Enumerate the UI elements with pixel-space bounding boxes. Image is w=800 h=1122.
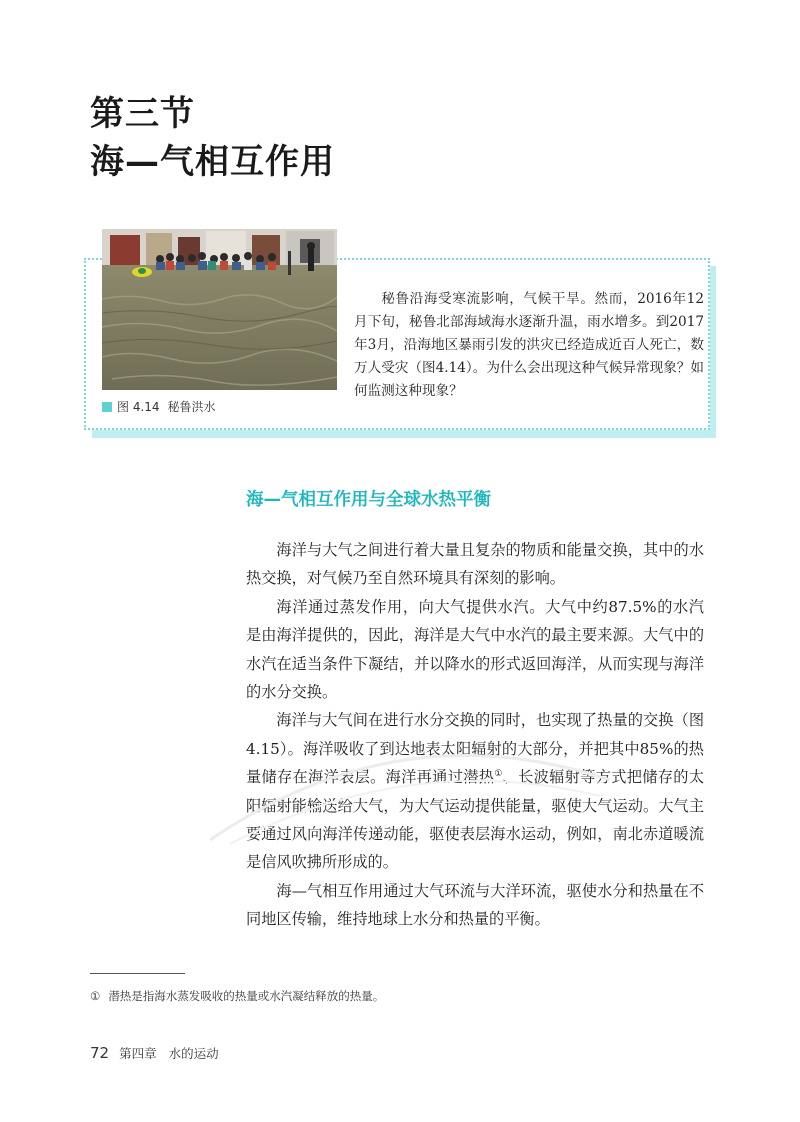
figure-number: 图 4.14 (117, 400, 160, 414)
paragraph-1: 海洋与大气之间进行着大量且复杂的物质和能量交换，其中的水热交换，对气候乃至自然环境具有深刻的影响。 (246, 541, 704, 588)
paragraph-3-part-b: 、长波辐射等方式把储存的太阳辐射能输送给大气，为大气运动提供能量，驱使大气运动。大气主要通过风向海洋传递动能，驱使表层海水运动，例如，南北赤道暖流是信风吹拂所形成的。 (246, 768, 705, 872)
section-number-title: 第三节 (90, 94, 195, 134)
page-footer (90, 1044, 219, 1062)
chapter-title: 水的运动 (168, 1046, 219, 1061)
footnote (90, 988, 384, 1004)
figure-caption (102, 398, 216, 415)
section-title: 海—气相互作用 (90, 142, 335, 182)
intro-paragraph: 秘鲁沿海受寒流影响，气候干旱。然而，2016年12月下旬，秘鲁北部海域海水逐渐升温，雨水增多。到2017年3月，沿海地区暴雨引发的洪灾已经造成近百人死亡，数万人受灾（图4.14）。为什么会出现这种气候异常现象？如何监测这种现象？ (354, 291, 704, 399)
page-number: 72 (90, 1044, 110, 1062)
footnote-divider (90, 973, 185, 974)
footnote-marker: ① (90, 989, 101, 1003)
paragraph-3-part-a: 海洋与大气间在进行水分交换的同时，也实现了热量的交换（图4.15）。海洋吸收了到达地表太阳辐射的大部分，并把其中85%的热量储存在海洋表层。海洋再通过潜热 (246, 711, 704, 787)
peru-flood-photo (102, 229, 337, 390)
footnote-reference[interactable]: ① (494, 769, 503, 780)
watermark (200, 740, 620, 854)
watermark-arc (200, 740, 620, 850)
body-text (246, 536, 704, 934)
figure-caption-text: 秘鲁洪水 (167, 400, 216, 414)
chapter-number: 第四章 (119, 1046, 157, 1061)
paragraph-2: 海洋通过蒸发作用，向大气提供水汽。大气中约87.5%的水汽是由海洋提供的，因此，海洋是大气中水汽的最主要来源。大气中的水汽在适当条件下凝结，并以降水的形式返回海洋，从而实现与海洋的水分交换。 (246, 597, 704, 702)
caption-marker (102, 402, 112, 412)
paragraph-4: 海—气相互作用通过大气环流与大洋环流，驱使水分和热量在不同地区传输，维持地球上水分和热量的平衡。 (246, 881, 704, 929)
section-heading: 海—气相互作用与全球水热平衡 (246, 490, 491, 510)
flood-photo-illustration (102, 229, 337, 390)
footnote-text: 潜热是指海水蒸发吸收的热量或水汽凝结释放的热量。 (108, 989, 385, 1003)
